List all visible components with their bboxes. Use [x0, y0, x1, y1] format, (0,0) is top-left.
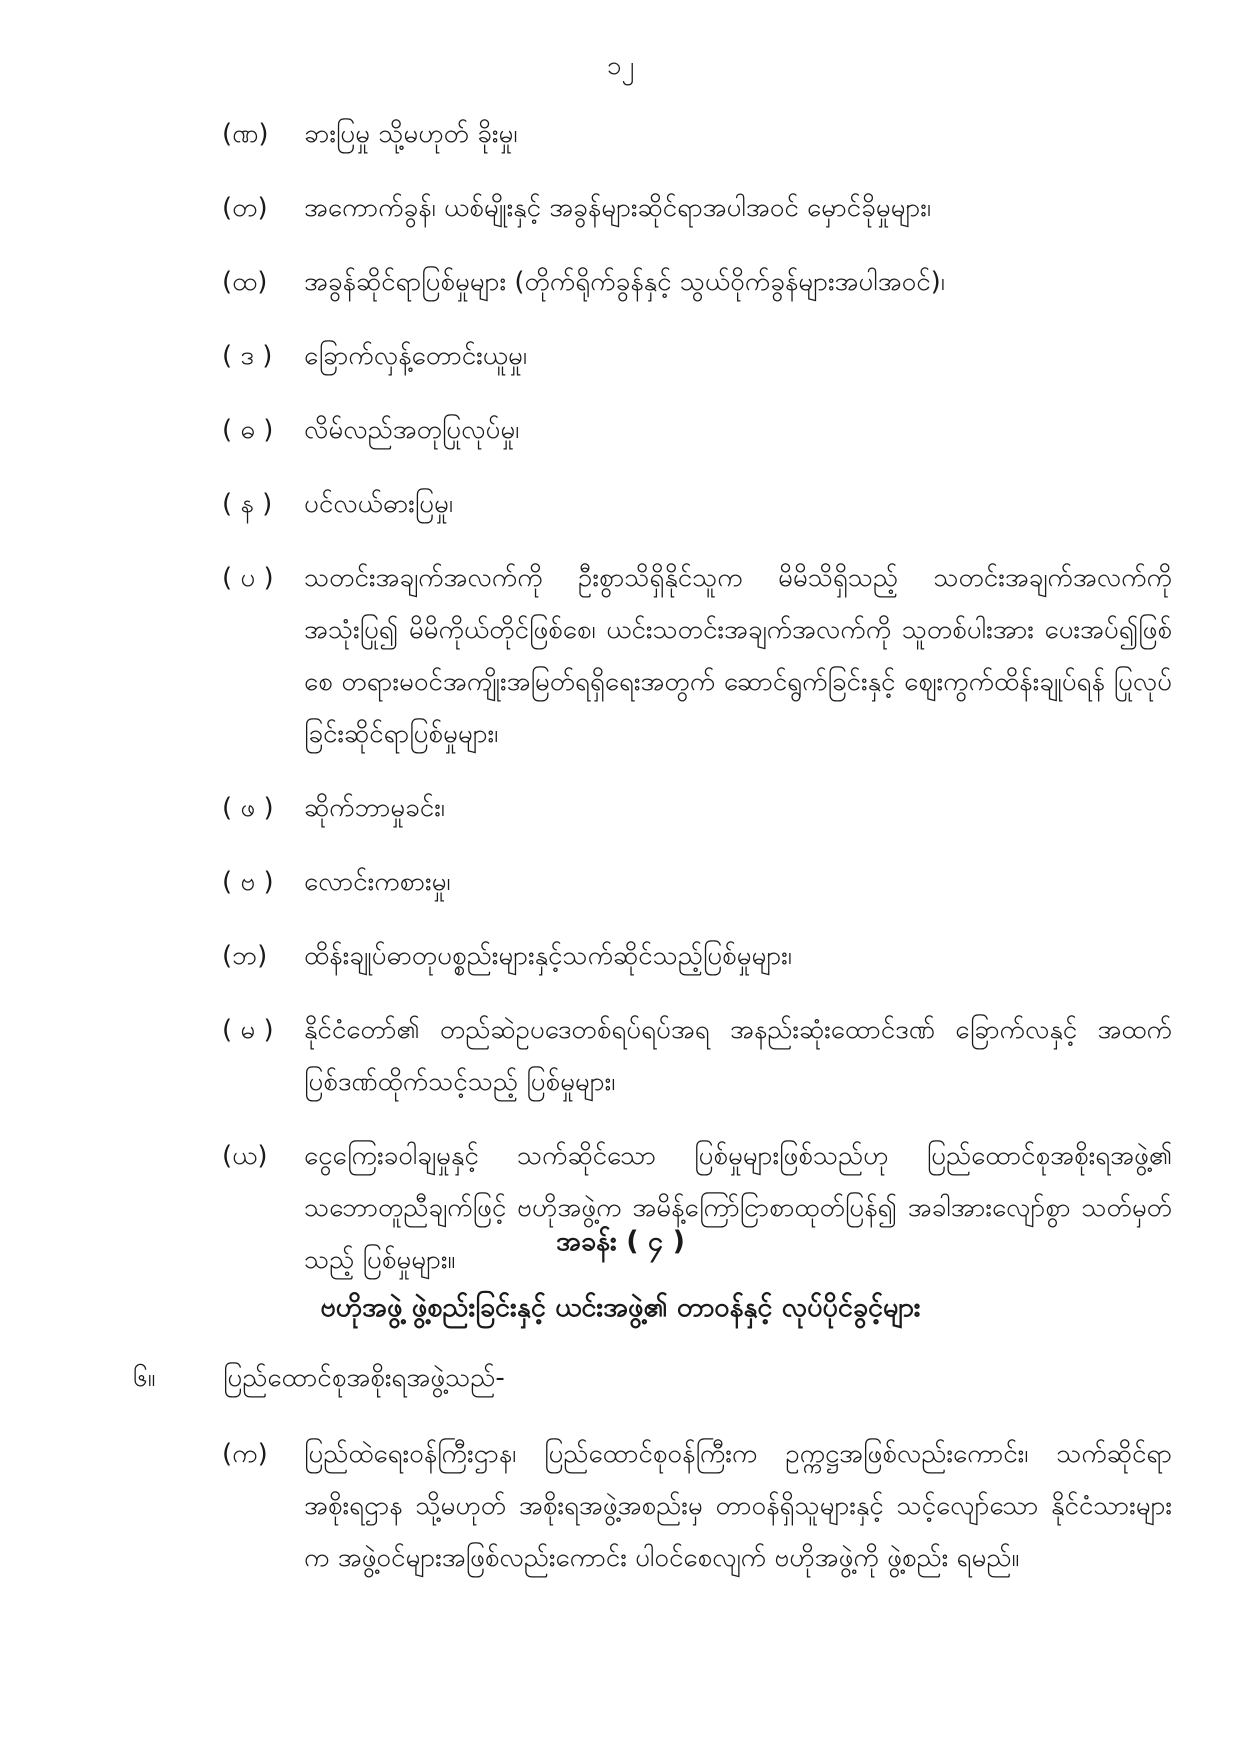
- item-text: ငွေကြေးခဝါချမှုနှင့် သက်ဆိုင်သော ပြစ်မှုများဖြစ်သည်ဟု ပြည်ထောင်စုအစိုးရအဖွဲ့၏ သဘောတူညီချက်ဖြင့် ဗဟိုအဖွဲ့က အမိန့်ကြော်ငြာစာထုတ်ပြန်၍ အခါအားလျော်စွာ သတ်မှတ်သည့် ပြစ်မှုများ။: [304, 1141, 1172, 1275]
- offence-list: [222, 108, 1172, 1308]
- item-label: ( ဖ ): [222, 793, 274, 823]
- item-text: ထိန်းချုပ်ဓာတုပစ္စည်းများနှင့်သက်ဆိုင်သည့်ပြစ်မှုများ၊: [304, 941, 792, 971]
- list-item: [222, 856, 1172, 908]
- item-label: ( ဒ ): [222, 341, 273, 371]
- item-label: ( မ ): [222, 1015, 274, 1045]
- item-label: ( န ): [222, 489, 273, 519]
- item-text: ပင်လယ်ဓားပြမှု၊: [304, 489, 453, 519]
- item-text: အကောက်ခွန်၊ ယစ်မျိုးနှင့် အခွန်များဆိုင်ရာအပါအဝင် မှောင်ခိုမှုများ၊: [304, 193, 931, 223]
- list-item: [222, 1428, 1172, 1584]
- chapter-subtitle: ဗဟိုအဖွဲ့ ဖွဲ့စည်းခြင်းနှင့် ယင်းအဖွဲ့၏ တာဝန်နှင့် လုပ်ပိုင်ခွင့်များ: [320, 1292, 921, 1323]
- section-number: ၆။: [133, 1363, 156, 1393]
- item-text: ပြည်ထဲရေးဝန်ကြီးဌာန၊ ပြည်ထောင်စုဝန်ကြီးက ဥက္ကဋ္ဌအဖြစ်လည်းကောင်း၊ သက်ဆိုင်ရာ အစိုးရဌာန သို့မဟုတ် အစိုးရအဖွဲ့အစည်းမှ တာဝန်ရှိသူများနှင့် သင့်လျော်သော နိုင်ငံသားများက အဖွဲ့ဝင်များအဖြစ်လည်းကောင်း ပါဝင်စေလျက် ဗဟိုအဖွဲ့ကို ဖွဲ့စည်း ရမည်။: [304, 1439, 1172, 1573]
- list-item: [222, 182, 1172, 234]
- item-label: ( ဗ ): [222, 867, 274, 897]
- item-label: (ဘ): [222, 941, 268, 971]
- item-text: လိမ်လည်အတုပြုလုပ်မှု၊: [304, 415, 520, 445]
- list-item: [222, 782, 1172, 834]
- item-label: (တ): [222, 193, 268, 223]
- section-heading: [133, 1352, 505, 1404]
- item-label: ( ပ ): [222, 563, 274, 593]
- list-item: [222, 552, 1172, 760]
- list-item: [222, 404, 1172, 456]
- item-text: ခားပြမှု သို့မဟုတ် ခိုးမှု၊: [304, 119, 518, 149]
- sub-item-list: [222, 1428, 1172, 1606]
- item-label: (ယ): [222, 1141, 268, 1171]
- list-item: [222, 478, 1172, 530]
- item-label: (ထ): [222, 267, 268, 297]
- item-text: လောင်းကစားမှု၊: [304, 867, 451, 897]
- list-item: [222, 108, 1172, 160]
- list-item: [222, 256, 1172, 308]
- item-text: အခွန်ဆိုင်ရာပြစ်မှုများ (တိုက်ရိုက်ခွန်နှင့် သွယ်ဝိုက်ခွန်များအပါအဝင်)၊: [304, 267, 945, 297]
- item-text: သတင်းအချက်အလက်ကို ဦးစွာသိရှိနိုင်သူက မိမိသိရှိသည့် သတင်းအချက်အလက်ကို အသုံးပြု၍ မိမိကိုယ်တိုင်ဖြစ်စေ၊ ယင်းသတင်းအချက်အလက်ကို သူတစ်ပါးအား ပေးအပ်၍ဖြစ်စေ တရားမဝင်အကျိုးအမြတ်ရရှိရေးအတွက် ဆောင်ရွက်ခြင်းနှင့် ဈေးကွက်ထိန်းချုပ်ရန် ပြုလုပ်ခြင်းဆိုင်ရာပြစ်မှုများ၊: [304, 563, 1172, 749]
- section-text: ပြည်ထောင်စုအစိုးရအဖွဲ့သည်-: [223, 1363, 505, 1393]
- item-text: နိုင်ငံတော်၏ တည်ဆဲဥပဒေတစ်ရပ်ရပ်အရ အနည်းဆုံးထောင်ဒဏ် ခြောက်လနှင့် အထက် ပြစ်ဒဏ်ထိုက်သင့်သည့် ပြစ်မှုများ၊: [304, 1015, 1172, 1097]
- list-item: [222, 1004, 1172, 1108]
- item-text: ခြောက်လှန့်တောင်းယူမှု၊: [304, 341, 527, 371]
- item-label: (က): [222, 1439, 268, 1469]
- page-number: ၁၂: [606, 51, 635, 81]
- list-item: [222, 930, 1172, 982]
- item-label: ( ဓ ): [222, 415, 274, 445]
- chapter-title: အခန်း ( ၄ ): [556, 1226, 685, 1257]
- item-text: ဆိုက်ဘာမှုခင်း၊: [304, 793, 445, 823]
- list-item: [222, 330, 1172, 382]
- item-label: (ဏ): [222, 119, 269, 149]
